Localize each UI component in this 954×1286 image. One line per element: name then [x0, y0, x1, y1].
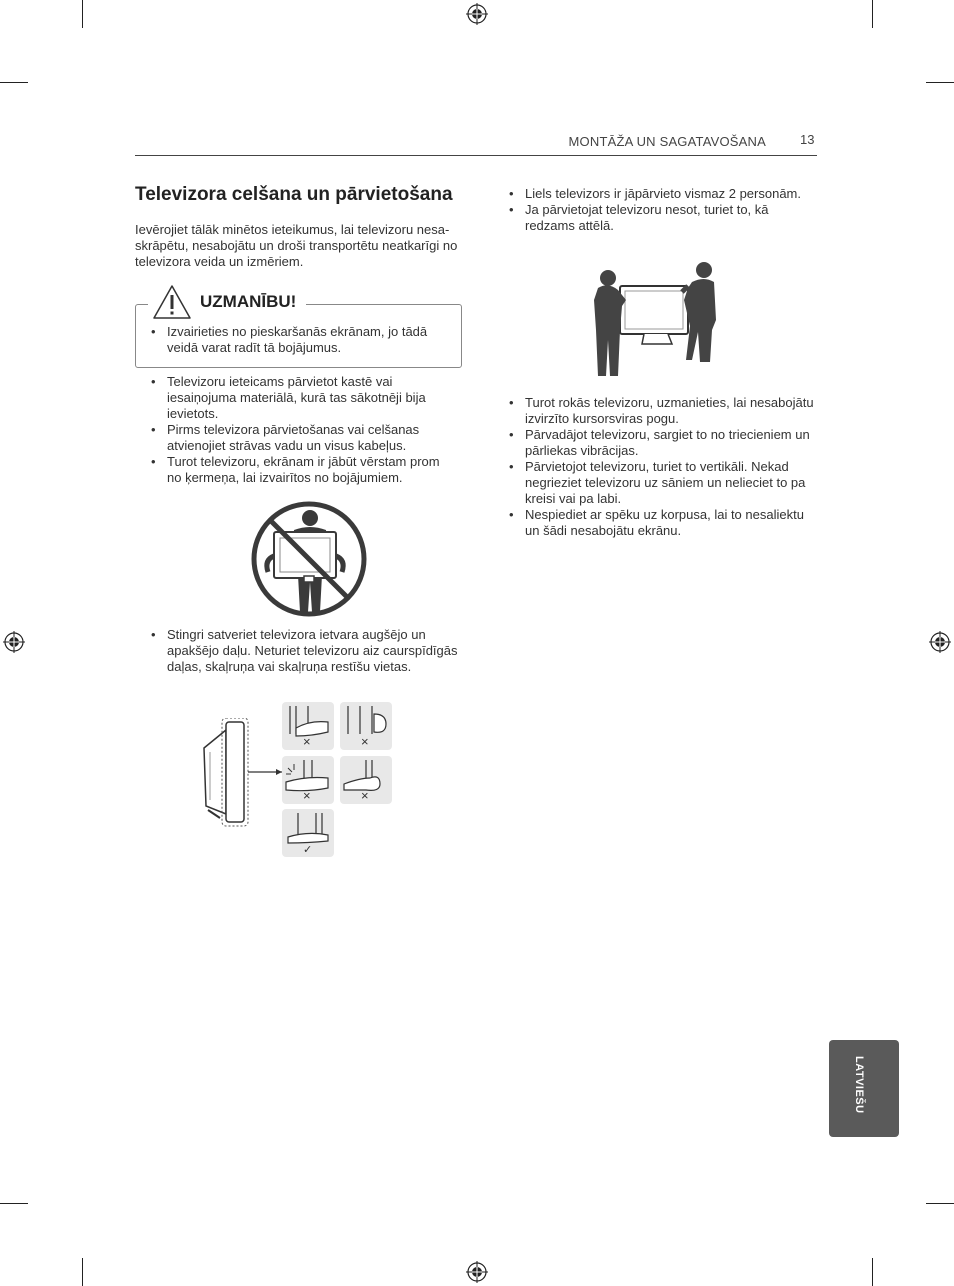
prohibited-mark: × — [361, 734, 369, 749]
registration-mark-icon — [466, 1261, 488, 1283]
crop-mark — [82, 0, 83, 28]
language-tab-label: LATVIEŠU — [853, 1056, 865, 1114]
bullet-list — [509, 395, 821, 539]
prohibited-mark: × — [361, 788, 369, 803]
registration-mark-icon — [3, 631, 25, 653]
list-item: • Pirms televizora pārvietošanas vai celšanas atvienojiet strāvas vadu un visus kabeļus. — [151, 422, 447, 454]
warning-triangle-icon — [152, 284, 192, 320]
list-item: • Turot rokās televizoru, uzmanieties, lai nesabojātu izvirzīto kursorsviras pogu. — [509, 395, 821, 427]
prohibited-mark: × — [303, 788, 311, 803]
running-header: MONTĀŽA UN SAGATAVOŠANA — [568, 134, 766, 149]
registration-mark-icon — [929, 631, 951, 653]
crop-mark — [0, 82, 28, 83]
tv-side-illustration — [198, 718, 284, 830]
bullet-list — [151, 627, 463, 675]
list-item: • Televizoru ieteicams pārvietot kastē vai iesaiņojuma materiālā, kurā tas sākotnēji bija ievietots. — [151, 374, 447, 422]
list-item: • Turot televizoru, ekrānam ir jābūt vērstam prom no ķermeņa, lai izvairītos no bojājumiem. — [151, 454, 447, 486]
caution-label: UZMANĪBU! — [200, 292, 297, 311]
prohibited-mark: × — [303, 734, 311, 749]
caution-list — [151, 324, 441, 356]
list-item: • Liels televizors ir jāpārvieto vismaz 2 personām. — [509, 186, 809, 202]
list-item: • Ja pārvietojat televizoru nesot, turiet to, kā redzams attēlā. — [509, 202, 809, 234]
list-item: • Izvairieties no pieskaršanās ekrānam, jo tādā veidā varat radīt tā bojājumus. — [151, 324, 441, 356]
registration-mark-icon — [466, 3, 488, 25]
bullet-list — [151, 374, 447, 486]
crop-mark — [926, 1203, 954, 1204]
bullet-list — [509, 186, 809, 234]
section-title: Televizora celšana un pārvietošana — [135, 184, 453, 205]
language-tab — [829, 1040, 899, 1137]
prohibited-carrying-illustration — [250, 500, 368, 618]
two-person-carry-illustration — [592, 260, 718, 378]
crop-mark — [0, 1203, 28, 1204]
header-divider — [135, 155, 817, 156]
allowed-mark: ✓ — [303, 844, 313, 856]
crop-mark — [82, 1258, 83, 1286]
crop-mark — [872, 1258, 873, 1286]
list-item: • Nespiediet ar spēku uz korpusa, lai to nesaliektu un šādi nesabojātu ekrānu. — [509, 507, 821, 539]
crop-mark — [872, 0, 873, 28]
list-item: • Stingri satveriet televizora ietvara augšējo un apakšējo daļu. Neturiet televizoru aiz caurspīdīgās daļas, skaļruņa vai skaļruņa restīšu vietas. — [151, 627, 463, 675]
caution-header — [148, 282, 306, 322]
intro-paragraph: Ievērojiet tālāk minētos ieteikumus, lai televizoru nesa-skrāpētu, nesabojātu un droši transportētu neatkarīgi no televizora veida un izmēriem. — [135, 222, 458, 269]
crop-mark — [926, 82, 954, 83]
page-number: 13 — [800, 132, 815, 147]
list-item: • Pārvadājot televizoru, sargiet to no triecieniem un pārliekas vibrācijas. — [509, 427, 821, 459]
list-item: • Pārvietojot televizoru, turiet to vertikāli. Nekad negrieziet televizoru uz sāniem un nelieciet to pa kreisi vai pa labi. — [509, 459, 821, 507]
